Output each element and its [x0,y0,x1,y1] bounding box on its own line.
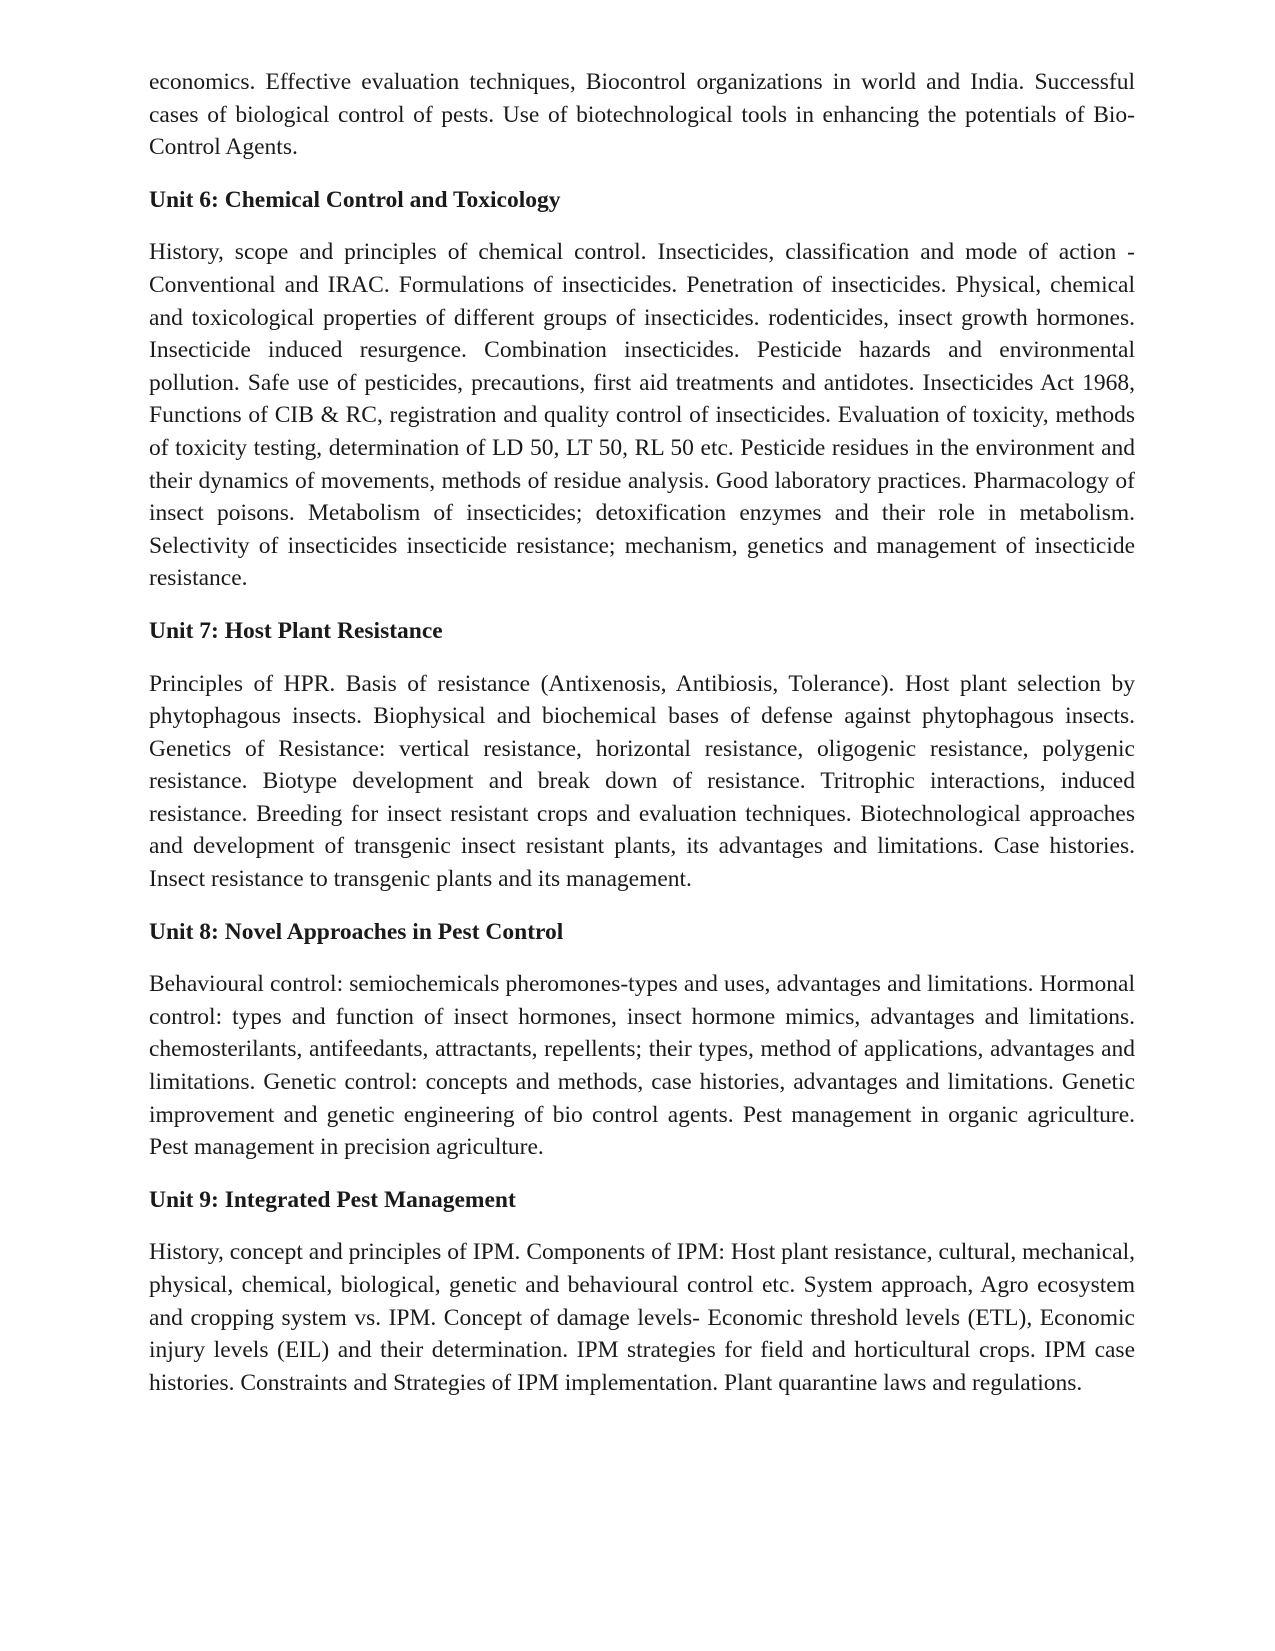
unit-7-section [149,615,1135,896]
unit-6-section [149,184,1135,595]
unit-7-heading: Unit 7: Host Plant Resistance [149,617,443,644]
unit-9-section [149,1184,1135,1400]
unit-8-heading: Unit 8: Novel Approaches in Pest Control [149,918,564,945]
unit-6-body: History, scope and principles of chemical control. Insecticides, classification and mode of action - Conventional and IRAC. Formulations of insecticides. Penetration of insecticides. Physical, chemical and toxicological properties of different groups of insecticides. rodenticides, insect growth hormones. Insecticide induced resurgence. Combination insecticides. Pesticide hazards and environmental pollution. Safe use of pesticides, precautions, first aid treatments and antidotes. Insecticides Act 1968, Functions of CIB & RC, registration and quality control of insecticides. Evaluation of toxicity, methods of toxicity testing, determination of LD 50, LT 50, RL 50 etc. Pesticide residues in the environment and their dynamics of movements, methods of residue analysis. Good laboratory practices. Pharmacology of insect poisons. Metabolism of insecticides; detoxification enzymes and their role in metabolism. Selectivity of insecticides insecticide resistance; mechanism, genetics and management of insecticide resistance. [149,239,1135,592]
unit-9-heading: Unit 9: Integrated Pest Management [149,1186,516,1213]
unit-6-heading: Unit 6: Chemical Control and Toxicology [149,186,561,213]
unit-7-body: Principles of HPR. Basis of resistance (Antixenosis, Antibiosis, Tolerance). Host plant selection by phytophagous insects. Biophysical and biochemical bases of defense against phytophagous insects. Genetics of Resistance: vertical resistance, horizontal resistance, oligogenic resistance, polygenic resistance. Biotype development and break down of resistance. Tritrophic interactions, induced resistance. Breeding for insect resistant crops and evaluation techniques. Biotechnological approaches and development of transgenic insect resistant plants, its advantages and limitations. Case histories. Insect resistance to transgenic plants and its management. [149,670,1135,893]
document-page [149,66,1135,1399]
unit-8-body: Behavioural control: semiochemicals pheromones-types and uses, advantages and limitations. Hormonal control: types and function of insect hormones, insect hormone mimics, advantages and limitations. chemosterilants, antifeedants, attractants, repellents; their types, method of applications, advantages and limitations. Genetic control: concepts and methods, case histories, advantages and limitations. Genetic improvement and genetic engineering of bio control agents. Pest management in organic agriculture. Pest management in precision agriculture. [149,971,1135,1161]
intro-paragraph: economics. Effective evaluation techniques, Biocontrol organizations in world and India. Successful cases of biological control of pests. Use of biotechnological tools in enhancing the potentials of Bio-Control Agents. [149,69,1135,161]
unit-8-section [149,916,1135,1164]
unit-9-body: History, concept and principles of IPM. Components of IPM: Host plant resistance, cultural, mechanical, physical, chemical, biological, genetic and behavioural control etc. System approach, Agro ecosystem and cropping system vs. IPM. Concept of damage levels- Economic threshold levels (ETL), Economic injury levels (EIL) and their determination. IPM strategies for field and horticultural crops. IPM case histories. Constraints and Strategies of IPM implementation. Plant quarantine laws and regulations. [149,1239,1135,1396]
